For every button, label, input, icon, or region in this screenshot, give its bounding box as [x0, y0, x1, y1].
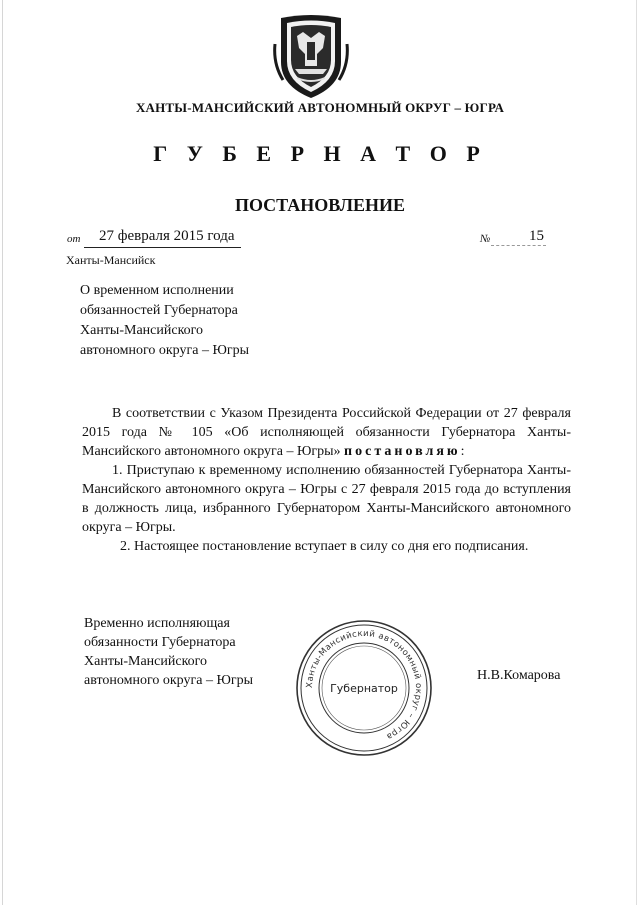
body-item-1: 1. Приступаю к временному исполнению обязанностей Губернатора Ханты-Мансийского автономного округа – Югры с 27 февраля 2015 года до вступления в должность лица, избранного Губернатором Ханты-Мансийского автономного округа – Югры.: [82, 463, 571, 535]
page-edge-left: [2, 0, 3, 905]
subject-line: обязанностей Губернатора: [80, 303, 238, 318]
number-label: №: [480, 233, 491, 245]
body-intro: [82, 404, 571, 461]
decree-date: 27 февраля 2015 года: [99, 228, 235, 244]
seal-ring-text: Ханты-Мансийский автономный округ – Югра: [304, 628, 424, 742]
decree-keyword: постановляю: [344, 444, 461, 459]
city-name: Ханты-Мансийск: [66, 253, 156, 267]
intro-text: В соответствии с Указом Президента Российской Федерации от 27 февраля 2015 года № 105 «Об исполняющей обязанности Губернатора Ханты-Мансийского автономного округа – Югры»: [82, 406, 571, 459]
number-underline: [491, 245, 546, 246]
decree-body: [82, 404, 571, 556]
seal-center-text: Губернатор: [330, 682, 398, 695]
subject-line: Ханты-Мансийского: [80, 323, 204, 338]
body-item-2: 2. Настоящее постановление вступает в силу со дня его подписания.: [120, 539, 529, 554]
coat-of-arms-emblem: [273, 14, 349, 100]
decree-subject: [80, 281, 320, 361]
official-seal-stamp: [294, 618, 434, 758]
signer-line: Временно исполняющая: [84, 616, 230, 631]
page-edge-right: [636, 0, 637, 905]
signer-position: [84, 614, 294, 690]
signer-line: обязанности Губернатора: [84, 635, 236, 650]
decree-colon: :: [460, 444, 465, 459]
subject-line: автономного округа – Югры: [80, 343, 249, 358]
region-title: ХАНТЫ-МАНСИЙСКИЙ АВТОНОМНЫЙ ОКРУГ – ЮГРА: [135, 100, 505, 115]
governor-heading: Г У Б Е Р Н А Т О Р: [153, 141, 487, 166]
signer-name: Н.В.Комарова: [477, 668, 561, 683]
signer-line: Ханты-Мансийского: [84, 654, 208, 669]
subject-line: О временном исполнении: [80, 283, 234, 298]
date-underline: [84, 247, 241, 248]
decree-heading: ПОСТАНОВЛЕНИЕ: [234, 195, 406, 215]
signer-line: автономного округа – Югры: [84, 673, 253, 688]
decree-number: 15: [529, 228, 544, 244]
date-from-label: от: [67, 233, 81, 245]
